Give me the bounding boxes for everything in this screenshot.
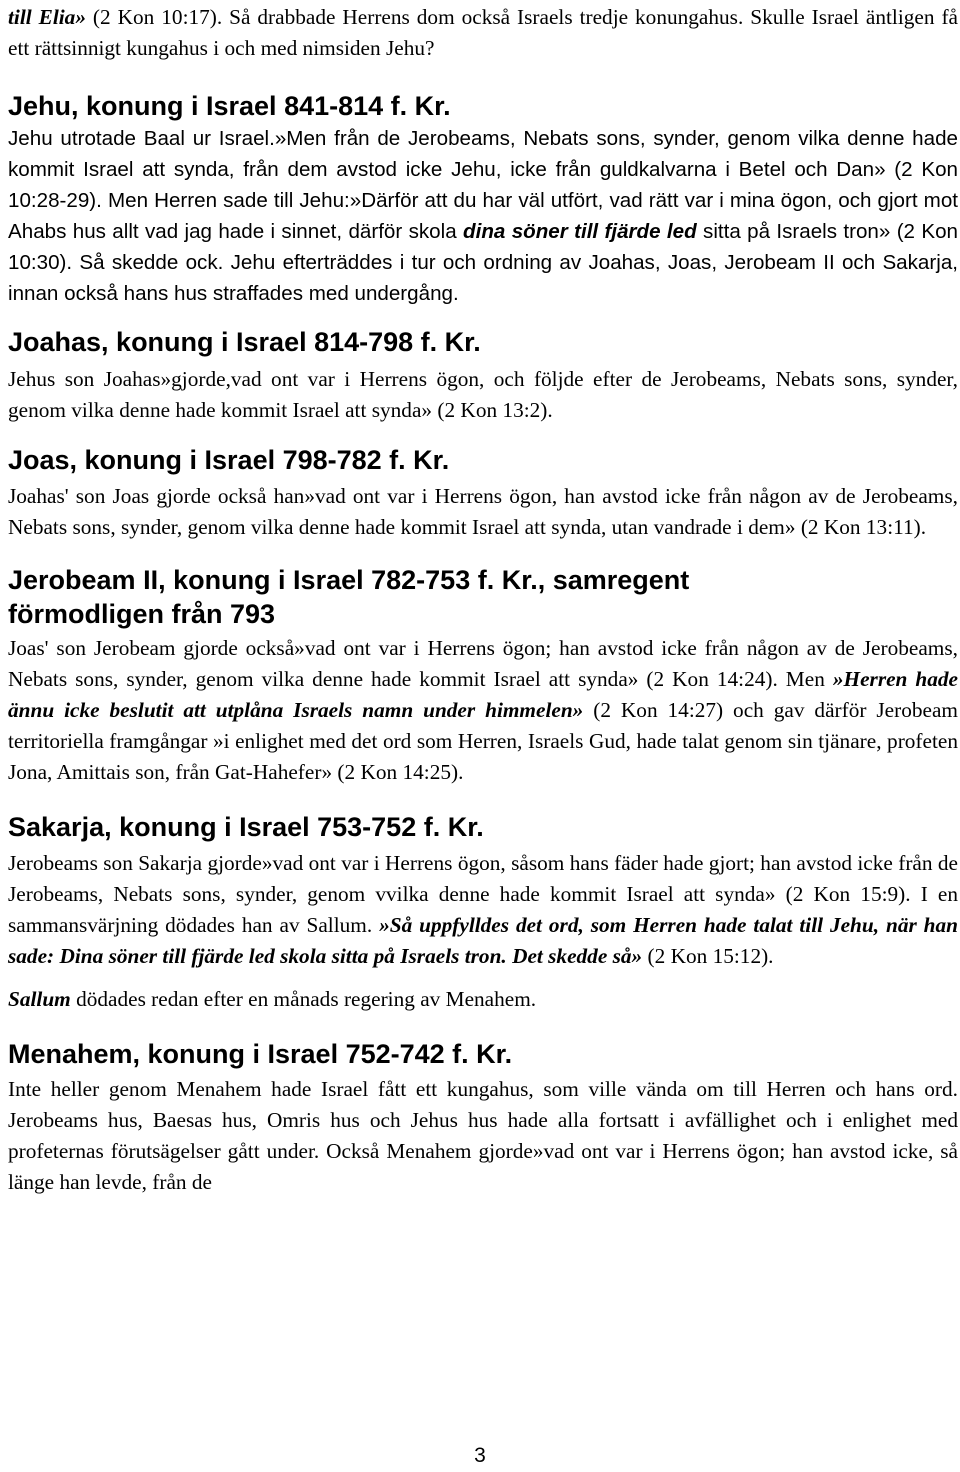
heading-sakarja: Sakarja, konung i Israel 753-752 f. Kr. (8, 812, 484, 842)
emphasis-span: »Herren hade ännu icke beslutit att utplåna Israels namn under himmelen» (8, 667, 958, 722)
emphasis-span: dina söner till fjärde led (463, 220, 697, 243)
heading-joas: Joas, konung i Israel 798-782 f. Kr. (8, 445, 450, 475)
emphasis-span: Sallum (8, 987, 71, 1011)
paragraph-menahem: Inte heller genom Menahem hade Israel fått ett kungahus, som ville vända om till Herren och hans ord. Jerobeams hus, Baesas hus, Omris hus och Jehus hus hade alla fortsatt i avfällighet och i enlighet med profeternas förutsägelser gått under. Också Menahem gjorde»vad ont var i Herrens ögon; han avstod icke, så länge han levde, från de (8, 1077, 958, 1194)
paragraph-jerobeam (8, 633, 958, 788)
heading-joahas: Joahas, konung i Israel 814-798 f. Kr. (8, 327, 481, 357)
document-page (8, 0, 958, 1198)
paragraph-intro (8, 2, 958, 64)
paragraph-jehu (8, 123, 958, 309)
text-span: Jerobeams son Sakarja gjorde»vad ont var i Herrens ögon, såsom hans fäder hade gjort; han avstod icke från de Jerobeams, Nebats sons, synder, genom vvilka denne hade kommit Israel att synda» (2 Kon 15:9). I en sammansvärjning dödades han av Sallum. (8, 851, 958, 937)
italic-quote: till Elia» (8, 5, 86, 29)
text-span: (2 Kon 15:12). (642, 944, 774, 968)
emphasis-span: »Så uppfylldes det ord, som Herren hade talat till Jehu, när han sade: Dina söner till fjärde led skola sitta på Israels tron. Det skedde så» (8, 913, 958, 968)
text-span: sitta på Israels tron» (2 Kon 10:30). Så skedde ock. Jehu efterträddes i tur och ordning av Joahas, Joas, Jerobeam II och Sakarja, innan också hans hus straffades med undergång. (8, 220, 958, 305)
heading-menahem: Menahem, konung i Israel 752-742 f. Kr. (8, 1039, 513, 1069)
paragraph-sallum (8, 984, 958, 1015)
heading-jehu: Jehu, konung i Israel 841-814 f. Kr. (8, 91, 451, 121)
heading-line: Jerobeam II, konung i Israel 782-753 f. Kr., samregent (8, 565, 690, 595)
text-span: Jehu utrotade Baal ur Israel.»Men från de Jerobeams, Nebats sons, synder, genom vilka denne hade kommit Israel att synda, från dem avstod icke Jehu, icke från guldkalvarna i Betel och Dan» (2 Kon 10:28-29). Men Herren sade till Jehu:»Därför att du har väl utfört, vad rätt var i mina ögon, och gjort mot Ahabs hus allt vad jag hade i sinnet, därför skola (8, 127, 958, 243)
heading-line: förmodligen från 793 (8, 599, 276, 629)
text-span: Joas' son Jerobeam gjorde också»vad ont var i Herrens ögon; han avstod icke från någon av de Jerobeams, Nebats sons, synder, genom vilka denne hade kommit Israel att synda» (2 Kon 14:24). Men (8, 636, 958, 691)
paragraph-sakarja (8, 848, 958, 972)
text-span: (2 Kon 10:17). Så drabbade Herrens dom också Israels tredje konungahus. Skulle Israel äntligen få ett rättsinnigt kungahus i och med nimsiden Jehu? (8, 5, 958, 60)
text-span: (2 Kon 14:27) och gav därför Jerobeam territoriella framgångar »i enlighet med det ord som Herren, Israels Gud, hade talat genom sin tjänare, profeten Jona, Amittais son, från Gat-Hahefer» (2 Kon 14:25). (8, 698, 958, 784)
heading-jerobeam (8, 563, 958, 631)
paragraph-joahas: Jehus son Joahas»gjorde,vad ont var i Herrens ögon, och följde efter de Jerobeams, Nebats sons, synder, genom vilka denne hade kommit Israel att synda» (2 Kon 13:2). (8, 367, 958, 422)
text-span: dödades redan efter en månads regering av Menahem. (70, 987, 537, 1011)
paragraph-joas: Joahas' son Joas gjorde också han»vad ont var i Herrens ögon, han avstod icke från någon av de Jerobeams, Nebats sons, synder, genom vilka denne hade kommit Israel att synda, utan vandrade i dem» (2 Kon 13:11). (8, 484, 958, 539)
page-number: 3 (474, 1444, 486, 1467)
